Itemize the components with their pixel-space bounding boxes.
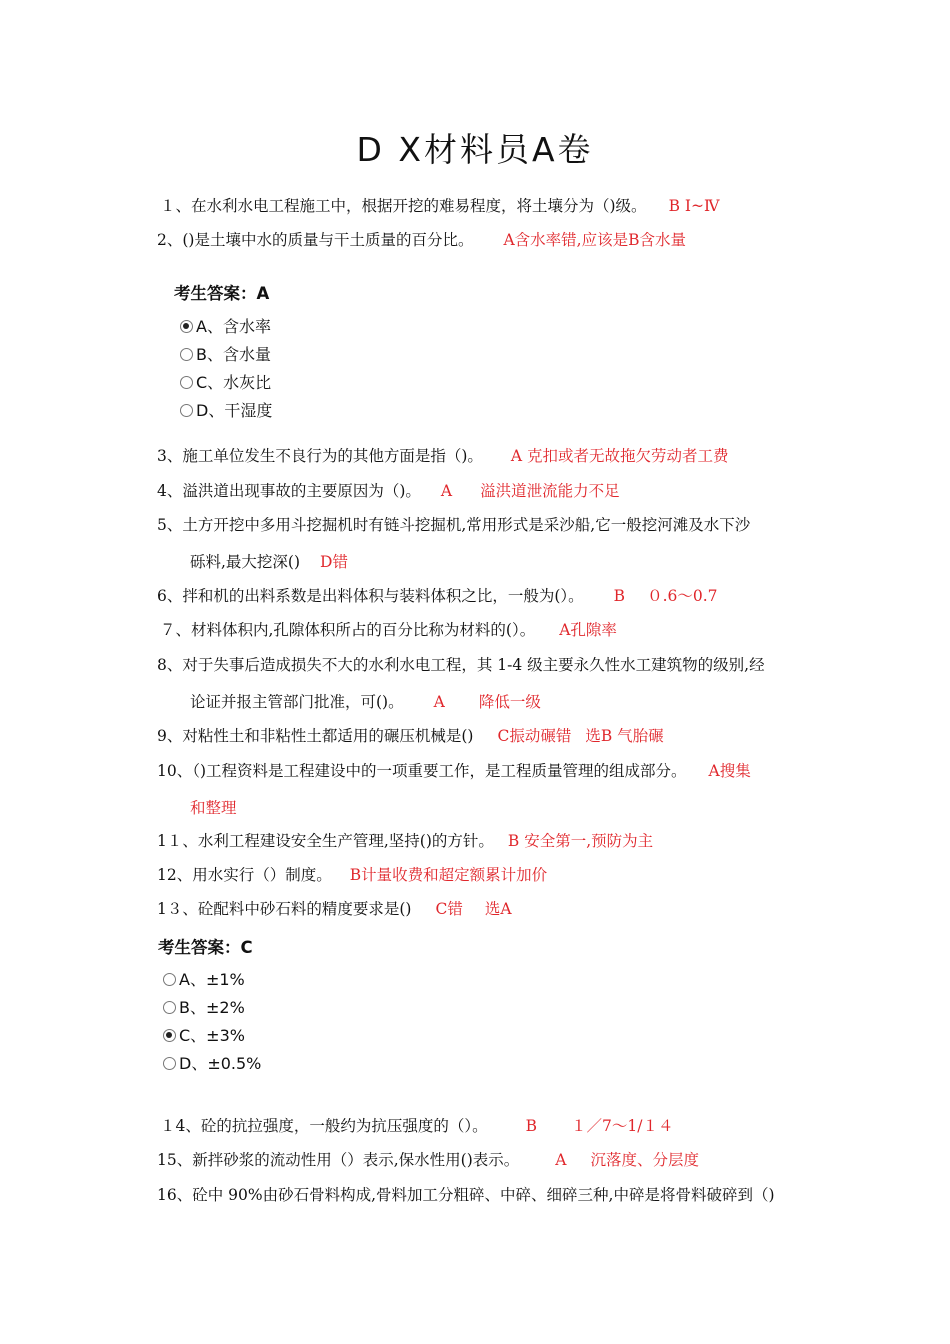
- answer-note: B Ⅰ~Ⅳ: [668, 197, 720, 215]
- question-4: [157, 480, 620, 502]
- option-label: A、含水率: [196, 317, 271, 336]
- question-text: 4、溢洪道出现事故的主要原因为（)。: [157, 482, 421, 500]
- radio-icon[interactable]: [163, 973, 176, 986]
- question-10-continued: [190, 797, 237, 819]
- answer-note: A含水率错,应该是B含水量: [503, 231, 686, 249]
- question-text: 3、施工单位发生不良行为的其他方面是指（)。: [157, 447, 483, 465]
- question-text: 16、砼中 90%由砂石骨料构成,骨料加工分粗碎、中碎、细碎三种,中碎是将骨料破碎到（): [157, 1186, 775, 1204]
- answer-note: B计量收费和超定额累计加价: [349, 866, 548, 884]
- answer-note: C错: [435, 900, 463, 918]
- question-text: １、在水利水电工程施工中，根据开挖的难易程度，将土壤分为（)级。: [160, 197, 647, 215]
- option-label: B、±2%: [179, 998, 245, 1017]
- question-6: [157, 585, 718, 607]
- answer-note: D错: [320, 553, 348, 571]
- option-a[interactable]: [180, 314, 271, 337]
- option-label: B、含水量: [196, 345, 271, 364]
- question-14: [160, 1115, 673, 1137]
- question-3: [157, 445, 729, 467]
- radio-icon[interactable]: [163, 1057, 176, 1070]
- option-b[interactable]: [180, 342, 271, 365]
- answer-note-2: 沉落度、分层度: [590, 1151, 699, 1169]
- question-text: 1３、砼配料中砂石料的精度要求是(): [157, 900, 412, 918]
- exam-answer-title: 考生答案：A: [174, 284, 270, 303]
- question-text: 15、新拌砂浆的流动性用（）表示,保水性用()表示。: [157, 1151, 520, 1169]
- question-text: 论证并报主管部门批准，可()。: [190, 693, 404, 711]
- question-16: [157, 1184, 775, 1206]
- question-text: 12、用水实行（）制度。: [157, 866, 332, 884]
- question-13: [157, 898, 512, 920]
- option-c[interactable]: [180, 370, 271, 393]
- exam-answer-box-1: [174, 280, 269, 304]
- question-text: 10、（)工程资料是工程建设中的一项重要工作，是工程质量管理的组成部分。: [157, 762, 687, 780]
- question-8: [157, 654, 765, 676]
- question-2: [157, 229, 686, 251]
- answer-note: B 安全第一,预防为主: [507, 832, 654, 850]
- option-c[interactable]: [163, 1023, 245, 1046]
- radio-selected-icon[interactable]: [163, 1029, 176, 1042]
- radio-icon[interactable]: [163, 1001, 176, 1014]
- exam-answer-box-2: [158, 934, 253, 958]
- option-d[interactable]: [163, 1051, 261, 1074]
- question-1: [160, 195, 719, 217]
- answer-note: A: [555, 1151, 567, 1169]
- answer-note: A 克扣或者无故拖欠劳动者工费: [510, 447, 729, 465]
- question-5-continued: [190, 551, 348, 573]
- question-text: 5、土方开挖中多用斗挖掘机时有链斗挖掘机,常用形式是采沙船,它一般挖河滩及水下沙: [157, 516, 751, 534]
- question-7: [160, 619, 617, 641]
- option-label: D、±0.5%: [179, 1054, 262, 1073]
- radio-selected-icon[interactable]: [180, 320, 193, 333]
- question-5: [157, 514, 750, 536]
- option-a[interactable]: [163, 967, 245, 990]
- answer-note: A: [433, 693, 445, 711]
- answer-note-2: １／7～1/１４: [571, 1117, 674, 1135]
- answer-note: C振动碾错: [497, 727, 572, 745]
- question-text: 砾料,最大挖深(): [190, 553, 301, 571]
- option-label: D、干湿度: [196, 401, 273, 420]
- question-11: [157, 830, 653, 852]
- answer-note: A搜集: [708, 762, 751, 780]
- radio-icon[interactable]: [180, 348, 193, 361]
- answer-note-2: 溢洪道泄流能力不足: [480, 482, 620, 500]
- question-8-continued: [190, 691, 541, 713]
- option-label: A、±1%: [179, 970, 245, 989]
- answer-note-2: 降低一级: [478, 693, 541, 711]
- answer-note: B: [613, 587, 626, 605]
- answer-note-2: ０.6～0.7: [647, 587, 718, 605]
- document-title: D X材料员A卷: [356, 130, 594, 169]
- question-text: 9、对粘性土和非粘性土都适用的碾压机械是(): [157, 727, 474, 745]
- radio-icon[interactable]: [180, 376, 193, 389]
- question-text: 6、拌和机的出料系数是出料体积与装料体积之比，一般为(）。: [157, 587, 584, 605]
- radio-icon[interactable]: [180, 404, 193, 417]
- question-10: [157, 760, 751, 782]
- answer-note: B: [525, 1117, 538, 1135]
- option-label: C、±3%: [179, 1026, 245, 1045]
- question-text: ７、材料体积内,孔隙体积所占的百分比称为材料的(）。: [160, 621, 536, 639]
- question-text: 1１、水利工程建设安全生产管理,坚持()的方针。: [157, 832, 494, 850]
- question-15: [157, 1149, 699, 1171]
- answer-note: A孔隙率: [559, 621, 617, 639]
- answer-note-2: 选A: [484, 900, 512, 918]
- exam-answer-title: 考生答案：C: [158, 938, 253, 957]
- question-text: 2、()是土壤中水的质量与干土质量的百分比。: [157, 231, 474, 249]
- answer-note-continued: 和整理: [190, 799, 237, 817]
- answer-note: A: [440, 482, 453, 500]
- answer-note-2: 选B 气胎碾: [585, 727, 664, 745]
- question-text: 8、对于失事后造成损失不大的水利水电工程，其 1-4 级主要永久性水工建筑物的级别,经: [157, 656, 765, 674]
- option-d[interactable]: [180, 398, 272, 421]
- option-b[interactable]: [163, 995, 245, 1018]
- question-text: １4、砼的抗拉强度，一般约为抗压强度的（）。: [160, 1117, 488, 1135]
- question-9: [157, 725, 664, 747]
- question-12: [157, 864, 547, 886]
- option-label: C、水灰比: [196, 373, 272, 392]
